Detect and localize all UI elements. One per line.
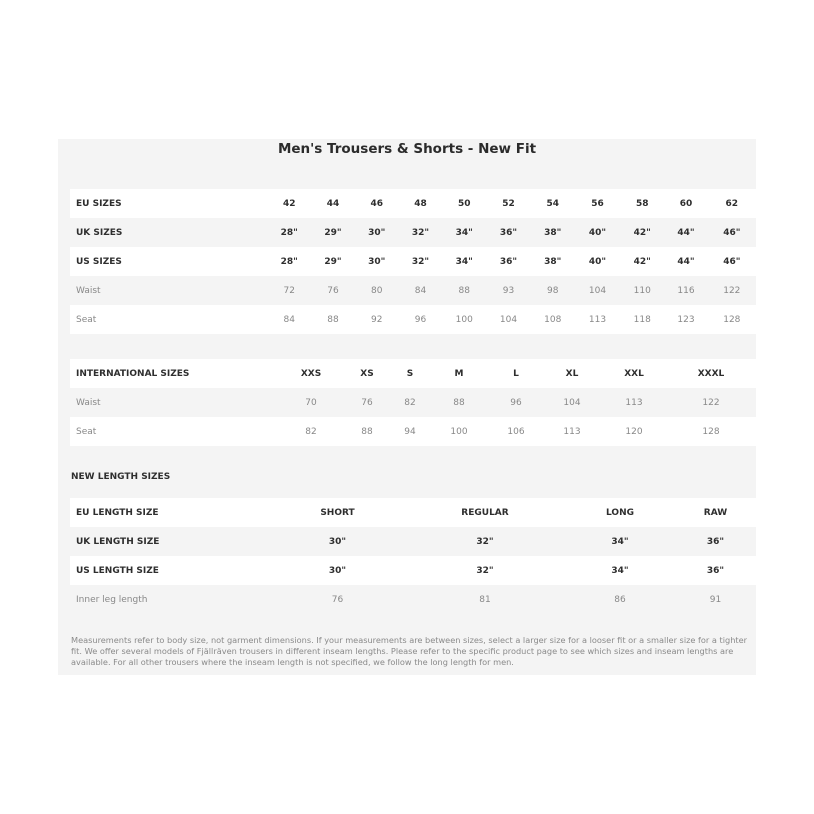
cell: 44"	[677, 227, 695, 238]
cell: 118	[620, 305, 664, 334]
cell: 80	[371, 285, 383, 296]
cell: 38"	[531, 247, 575, 276]
cell: 32"	[405, 556, 565, 585]
cell: REGULAR	[405, 498, 565, 527]
cell: 40"	[588, 227, 607, 238]
waist-row	[70, 276, 756, 305]
cell: 94	[392, 417, 428, 446]
cell: 56	[575, 189, 620, 218]
cell: 120	[602, 417, 666, 446]
row-label: Seat	[70, 417, 280, 446]
cell: 92	[355, 305, 399, 334]
cell: 122	[723, 285, 741, 296]
cell: 110	[633, 285, 651, 296]
cell: 44"	[664, 247, 707, 276]
length-section-heading: NEW LENGTH SIZES	[71, 472, 171, 482]
row-label: US LENGTH SIZE	[70, 556, 270, 585]
row-label: UK SIZES	[76, 227, 123, 238]
chart-title: Men's Trousers & Shorts - New Fit	[277, 141, 537, 157]
cell: 30"	[270, 556, 405, 585]
row-label: Inner leg length	[76, 594, 148, 605]
cell: 40"	[575, 247, 620, 276]
cell: 108	[531, 305, 575, 334]
cell: 46"	[723, 227, 741, 238]
cell: XXXL	[666, 359, 756, 388]
cell: 84	[414, 285, 427, 296]
cell: 113	[625, 397, 643, 408]
cell: 32"	[411, 227, 430, 238]
cell: 42	[267, 189, 311, 218]
cell: 72	[283, 285, 295, 296]
eu-sizes-row	[70, 189, 756, 218]
cell: 54	[531, 189, 575, 218]
cell: 46"	[708, 247, 756, 276]
row-label: EU LENGTH SIZE	[70, 498, 270, 527]
cell: 123	[664, 305, 707, 334]
cell: 84	[267, 305, 311, 334]
cell: XXS	[280, 359, 342, 388]
cell: 70	[305, 397, 317, 408]
seat-row	[70, 305, 756, 334]
cell: 106	[490, 417, 542, 446]
uk-length-row	[70, 527, 756, 556]
cell: 113	[542, 417, 602, 446]
cell: XL	[542, 359, 602, 388]
cell: 34"	[442, 247, 486, 276]
cell: 42"	[620, 247, 664, 276]
cell: 36"	[486, 247, 530, 276]
cell: L	[490, 359, 542, 388]
cell: 96	[510, 397, 522, 408]
us-length-row	[70, 556, 756, 585]
cell: 104	[588, 285, 607, 296]
cell: 76	[361, 397, 373, 408]
cell: 48	[399, 189, 442, 218]
cell: 82	[404, 397, 416, 408]
cell: 32"	[476, 536, 494, 547]
cell: 36"	[675, 556, 756, 585]
cell: 58	[620, 189, 664, 218]
cell: 34"	[611, 536, 629, 547]
row-label: EU SIZES	[70, 189, 267, 218]
cell: 88	[458, 285, 470, 296]
row-label: INTERNATIONAL SIZES	[70, 359, 280, 388]
cell: 88	[453, 397, 465, 408]
row-label: UK LENGTH SIZE	[76, 536, 160, 547]
row-label: US SIZES	[70, 247, 267, 276]
cell: 46	[355, 189, 399, 218]
measurement-footnote: Measurements refer to body size, not garment dimensions. If your measurements are between sizes, select a larger size for a looser fit or a smaller size for a tighter fit. We offer several models of Fjällräven trousers in different inseam lengths. Please refer to the specific product page to see which sizes and inseam lengths are available. For all other trousers where the inseam length is not specified, we follow the long length for men.	[71, 635, 747, 667]
cell: 52	[486, 189, 530, 218]
cell: 86	[614, 594, 626, 605]
cell: 91	[709, 594, 722, 605]
cell: XXL	[602, 359, 666, 388]
row-label: Seat	[70, 305, 267, 334]
inner-leg-row	[70, 585, 756, 614]
cell: XS	[342, 359, 392, 388]
cell: 98	[547, 285, 559, 296]
cell: 50	[442, 189, 486, 218]
length-size-table	[70, 498, 756, 614]
cell: 128	[666, 417, 756, 446]
eu-size-table	[70, 189, 756, 334]
cell: LONG	[565, 498, 675, 527]
cell: 29"	[324, 227, 342, 238]
cell: 32"	[399, 247, 442, 276]
eu-length-row	[70, 498, 756, 527]
cell: 88	[342, 417, 392, 446]
cell: S	[392, 359, 428, 388]
cell: 100	[442, 305, 486, 334]
cell: 30"	[328, 536, 347, 547]
cell: 93	[502, 285, 515, 296]
cell: 34"	[455, 227, 473, 238]
cell: 34"	[565, 556, 675, 585]
waist-row	[70, 388, 756, 417]
cell: 104	[486, 305, 530, 334]
cell: 36"	[499, 227, 518, 238]
seat-row	[70, 417, 756, 446]
cell: 38"	[544, 227, 562, 238]
cell: 100	[428, 417, 490, 446]
cell: 28"	[267, 247, 311, 276]
cell: 44	[311, 189, 354, 218]
cell: 36"	[706, 536, 725, 547]
cell: 30"	[368, 227, 386, 238]
row-label: Waist	[76, 285, 101, 296]
cell: 96	[399, 305, 442, 334]
cell: 116	[677, 285, 695, 296]
size-chart-panel	[58, 139, 756, 675]
cell: 128	[708, 305, 756, 334]
row-label: Waist	[76, 397, 101, 408]
cell: 82	[280, 417, 342, 446]
cell: M	[428, 359, 490, 388]
international-sizes-row	[70, 359, 756, 388]
cell: 62	[708, 189, 756, 218]
cell: 81	[479, 594, 491, 605]
cell: 104	[563, 397, 581, 408]
cell: SHORT	[270, 498, 405, 527]
us-sizes-row	[70, 247, 756, 276]
cell: 29"	[311, 247, 354, 276]
cell: RAW	[675, 498, 756, 527]
cell: 30"	[355, 247, 399, 276]
cell: 122	[702, 397, 720, 408]
cell: 113	[575, 305, 620, 334]
cell: 28"	[280, 227, 298, 238]
cell: 42"	[633, 227, 651, 238]
cell: 88	[311, 305, 354, 334]
cell: 76	[327, 285, 339, 296]
cell: 76	[331, 594, 344, 605]
uk-sizes-row	[70, 218, 756, 247]
cell: 60	[664, 189, 707, 218]
international-size-table	[70, 359, 756, 446]
